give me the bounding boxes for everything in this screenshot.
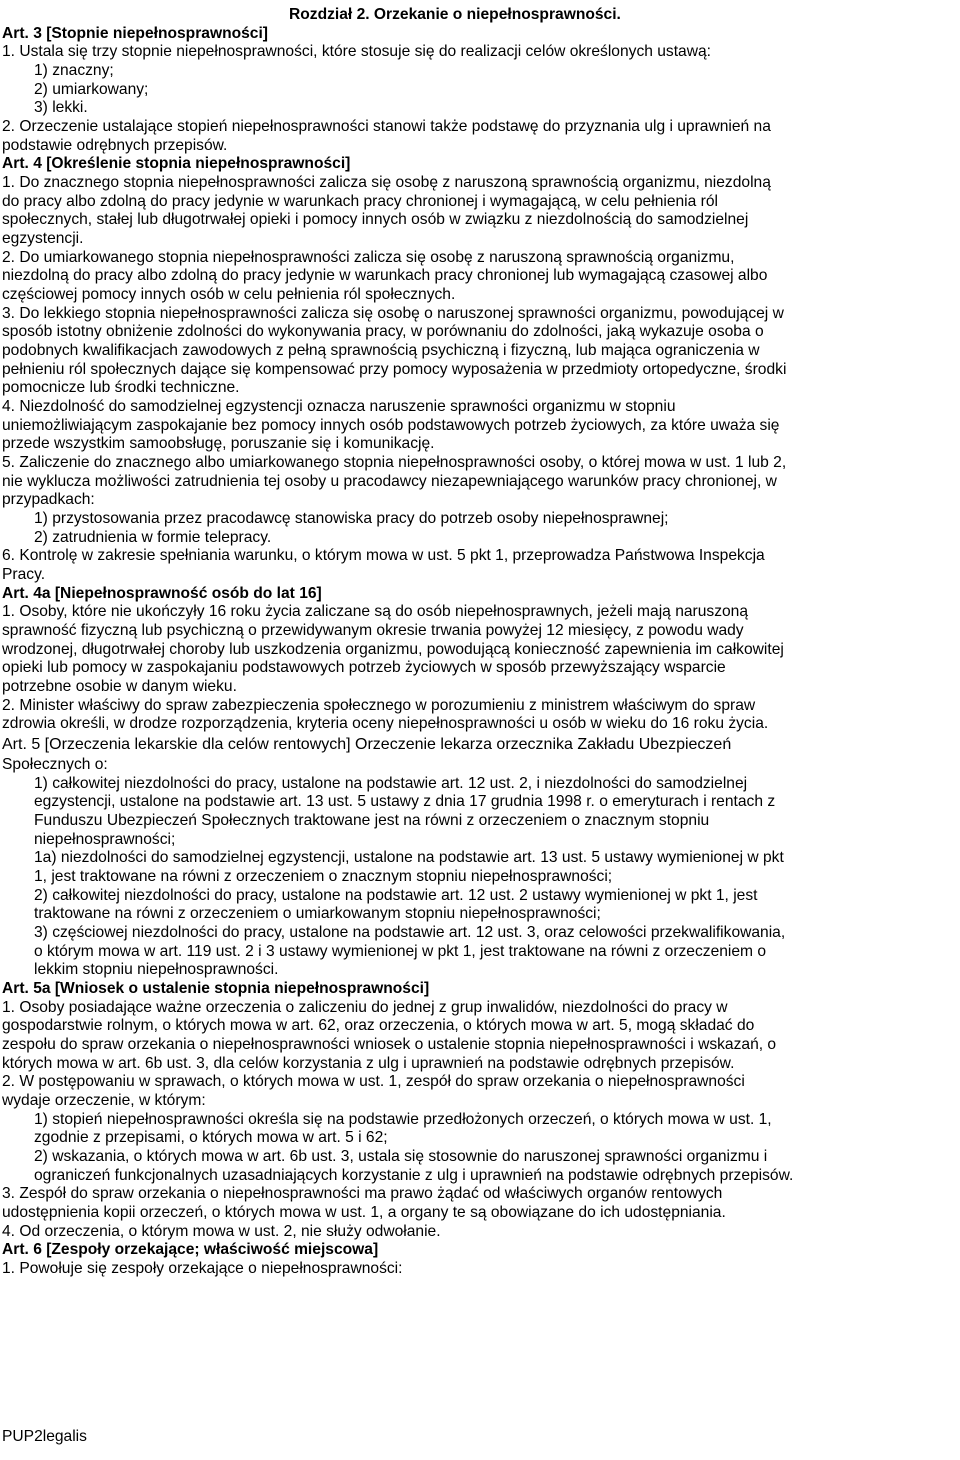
text-line: pomocnicze lub środki techniczne. — [2, 379, 240, 396]
text-line: 3. Zespół do spraw orzekania o niepełnosprawności ma prawo żądać od właściwych organów rentowych — [2, 1185, 723, 1202]
text-line: potrzebne osobie w danym wieku. — [2, 678, 237, 695]
list-item: 2) wskazania, o których mowa w art. 6b ust. 3, ustala się stosownie do naruszonej sprawności organizmu i — [34, 1148, 768, 1165]
text-line: przypadkach: — [2, 491, 95, 508]
article-heading: Art. 6 [Zespoły orzekające; właściwość miejscowa] — [2, 1241, 379, 1258]
article-heading: Art. 5 [Orzeczenia lekarskie dla celów rentowych] Orzeczenie lekarza orzecznika Zakładu Ubezpieczeń — [2, 736, 732, 753]
article-heading: Art. 3 [Stopnie niepełnosprawności] — [2, 25, 268, 42]
text-line: niepełnosprawności; — [34, 831, 176, 848]
list-item: 3) lekki. — [34, 99, 88, 116]
text-line: sposób istotny obniżenie zdolności do wykonywania pracy, w porównaniu do zdolności, jaką wykazuje osoba o — [2, 323, 764, 340]
text-line: podobnych kwalifikacjach zawodowych z pełną sprawnością psychiczną i fizyczną, lub mająca ograniczenia w — [2, 342, 760, 359]
text-line: opieki lub pomocy w zaspokajaniu podstawowych potrzeb życiowych w sposób przewyższający wsparcie — [2, 659, 726, 676]
list-item: 1) znaczny; — [34, 62, 114, 79]
text-line: 2. Orzeczenie ustalające stopień niepełnosprawności stanowi także podstawę do przyznania ulg i uprawnień na — [2, 118, 771, 135]
text-line: Funduszu Ubezpieczeń Społecznych traktowane jest na równi z orzeczeniem o znacznym stopniu — [34, 812, 710, 829]
text-line: pełnieniu ról społecznych dające się kompensować przy pomocy wyposażenia w przedmioty ortopedyczne, środki — [2, 361, 787, 378]
list-item: 1) całkowitej niezdolności do pracy, ustalone na podstawie art. 12 ust. 2, i niezdolności do samodzielnej — [34, 775, 748, 792]
text-line: zgodnie z przepisami, o których mowa w art. 5 i 62; — [34, 1129, 388, 1146]
text-line: zdrowia określi, w drodze rozporządzenia, kryteria oceny niepełnosprawności u osób w wieku do 16 roku życia. — [2, 715, 769, 732]
text-line: których mowa w art. 6b ust. 3, dla celów korzystania z ulg i uprawnień na podstawie odrębnych przepisów. — [2, 1055, 735, 1072]
footer-label: PUP2legalis — [2, 1428, 87, 1445]
text-line: 1. Ustala się trzy stopnie niepełnosprawności, które stosuje się do realizacji celów określonych ustawą: — [2, 43, 711, 60]
list-item: 2) zatrudnienia w formie telepracy. — [34, 529, 272, 546]
text-line: nie wyklucza możliwości zatrudnienia tej osoby u pracodawcy niezapewniającego warunków pracy chronionej, w — [2, 473, 777, 490]
text-line: zespołu do spraw orzekania o niepełnosprawności wniosek o ustalenie stopnia niepełnosprawności i wskazań, o — [2, 1036, 777, 1053]
list-item: 1) stopień niepełnosprawności określa się na podstawie przedłożonych orzeczeń, o których mowa w ust. 1, — [34, 1111, 772, 1128]
text-line: przede wszystkim samoobsługę, poruszanie się i komunikację. — [2, 435, 435, 452]
text-line: 2. Minister właściwy do spraw zabezpieczenia społecznego w porozumieniu z ministrem właściwym do spraw — [2, 697, 756, 714]
text-line: niezdolną do pracy albo zdolną do pracy jedynie w warunkach pracy chronionej lub wymagającą czasowej albo — [2, 267, 768, 284]
text-line: sprawność fizyczną lub psychiczną o przewidywanym okresie trwania powyżej 12 miesięcy, z powodu wady — [2, 622, 744, 639]
text-line: ograniczeń funkcjonalnych uzasadniających korzystanie z ulg i uprawnień na podstawie odrębnych przepisów. — [34, 1167, 794, 1184]
text-line: 3. Do lekkiego stopnia niepełnosprawności zalicza się osobę o naruszonej sprawności organizmu, powodującej w — [2, 305, 784, 322]
text-line: wrodzonej, długotrwałej choroby lub uszkodzenia organizmu, powodującą konieczność zapewnienia im całkowitej — [2, 641, 784, 658]
text-line: Społecznych o: — [2, 756, 108, 773]
list-item: 2) całkowitej niezdolności do pracy, ustalone na podstawie art. 12 ust. 2 ustawy wymienionej w pkt 1, jest — [34, 887, 758, 904]
text-line: 4. Od orzeczenia, o którym mowa w ust. 2, nie służy odwołanie. — [2, 1223, 441, 1240]
text-line: 1. Powołuje się zespoły orzekające o niepełnosprawności: — [2, 1260, 403, 1277]
text-line: egzystencji, ustalone na podstawie art. 13 ust. 5 ustawy z dnia 17 grudnia 1998 r. o emeryturach i rentach z — [34, 793, 776, 810]
list-item: 3) częściowej niezdolności do pracy, ustalone na podstawie art. 12 ust. 3, oraz celowości przekwalifikowania, — [34, 924, 786, 941]
text-line: o którym mowa w art. 119 ust. 2 i 3 ustawy wymienionej w pkt 1, jest traktowane na równi z orzeczeniem o — [34, 943, 767, 960]
text-line: częściowej pomocy innych osób w celu pełnienia ról społecznych. — [2, 286, 456, 303]
article-heading: Art. 4 [Określenie stopnia niepełnosprawności] — [2, 155, 351, 172]
article-heading: Art. 4a [Niepełnosprawność osób do lat 16] — [2, 585, 322, 602]
text-line: 6. Kontrolę w zakresie spełniania warunku, o którym mowa w ust. 5 pkt 1, przeprowadza Państwowa Inspekcja — [2, 547, 765, 564]
list-item: 2) umiarkowany; — [34, 81, 149, 98]
text-line: podstawie odrębnych przepisów. — [2, 137, 228, 154]
text-line: do pracy albo zdolną do pracy jedynie w warunkach pracy chronionej i wymagającą, w celu pełnienia ról — [2, 193, 718, 210]
text-line: 1. Do znacznego stopnia niepełnosprawności zalicza się osobę z naruszoną sprawnością organizmu, niezdolną — [2, 174, 771, 191]
text-line: 2. Do umiarkowanego stopnia niepełnosprawności zalicza się osobę z naruszoną sprawnością organizmu, — [2, 249, 735, 266]
text-line: lekkim stopniu niepełnosprawności. — [34, 961, 279, 978]
text-line: 5. Zaliczenie do znacznego albo umiarkowanego stopnia niepełnosprawności osoby, o której mowa w ust. 1 lub 2, — [2, 454, 787, 471]
article-heading: Art. 5a [Wniosek o ustalenie stopnia niepełnosprawności] — [2, 980, 430, 997]
text-line: 1. Osoby, które nie ukończyły 16 roku życia zaliczane są do osób niepełnosprawnych, jeżeli mają naruszoną — [2, 603, 749, 620]
text-line: egzystencji. — [2, 230, 84, 247]
list-item: 1) przystosowania przez pracodawcę stanowiska pracy do potrzeb osoby niepełnosprawnej; — [34, 510, 669, 527]
text-line: 1. Osoby posiadające ważne orzeczenia o zaliczeniu do jednej z grup inwalidów, niezdolności do pracy w — [2, 999, 728, 1016]
text-line: 4. Niezdolność do samodzielnej egzystencji oznacza naruszenie sprawności organizmu w stopniu — [2, 398, 676, 415]
chapter-title: Rozdział 2. Orzekanie o niepełnosprawności. — [289, 6, 621, 23]
text-line: 2. W postępowaniu w sprawach, o których mowa w ust. 1, zespół do spraw orzekania o niepełnosprawności — [2, 1073, 745, 1090]
text-line: udostępnienia kopii orzeczeń, o których mowa w ust. 1, a organy te są obowiązane do ich udostępniania. — [2, 1204, 726, 1221]
list-item: 1a) niezdolności do samodzielnej egzystencji, ustalone na podstawie art. 13 ust. 5 ustawy wymienionej w pkt — [34, 849, 784, 866]
text-line: uniemożliwiającym zaspokajanie bez pomocy innych osób podstawowych potrzeb życiowych, za które uważa się — [2, 417, 780, 434]
text-line: gospodarstwie rolnym, o których mowa w art. 62, oraz orzeczenia, o których mowa w art. 5, mogą składać do — [2, 1017, 755, 1034]
text-line: traktowane na równi z orzeczeniem o umiarkowanym stopniu niepełnosprawności; — [34, 905, 601, 922]
text-line: wydaje orzeczenie, w którym: — [2, 1092, 206, 1109]
text-line: 1, jest traktowane na równi z orzeczeniem o znacznym stopniu niepełnosprawności; — [34, 868, 613, 885]
text-line: społecznych, stałej lub długotrwałej opieki i pomocy innych osób w związku z niezdolnością do samodzielnej — [2, 211, 749, 228]
text-line: Pracy. — [2, 566, 46, 583]
